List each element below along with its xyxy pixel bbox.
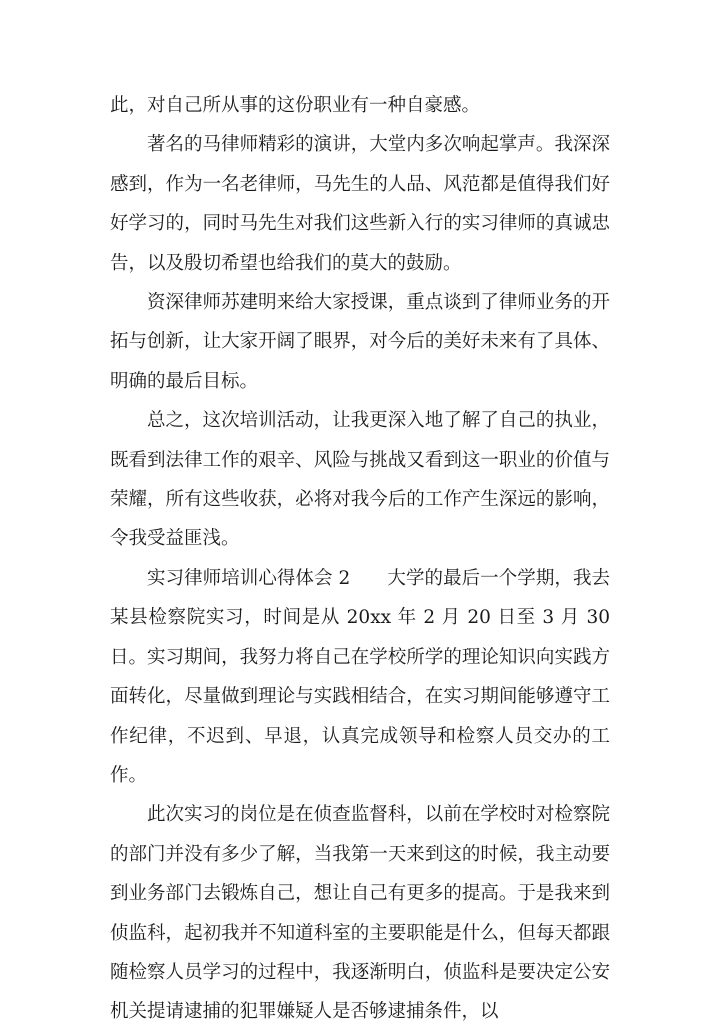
paragraph-lawyer-ma-speech: 著名的马律师精彩的演讲，大堂内多次响起掌声。我深深感到，作为一名老律师，马先生的人品、风范都是值得我们好好学习的，同时马先生对我们这些新入行的实习律师的真诚忠告，以及殷切希望也给我们的莫大的鼓励。	[110, 134, 610, 274]
paragraph-lawyer-su-lecture: 资深律师苏建明来给大家授课，重点谈到了律师业务的开拓与创新，让大家开阔了眼界，对今后的美好未来有了具体、明确的最后目标。	[110, 292, 610, 392]
paragraph-article-2-intro: 实习律师培训心得体会 2 大学的最后一个学期，我去某县检察院实习，时间是从 20xx 年 2 月 20 日至 3 月 30 日。实习期间，我努力将自己在学校所学的理论知识向实践方面转化，尽量做到理论与实践相结合，在实习期间能够遵守工作纪律，不迟到、早退，认真完成领导和检察人员交办的工作。	[110, 567, 610, 786]
paragraph-internship-position: 此次实习的岗位是在侦查监督科，以前在学校时对检察院的部门并没有多少了解，当我第一天来到这的时候，我主动要到业务部门去锻炼自己，想让自己有更多的提高。于是我来到侦监科，起初我并不知道科室的主要职能是什么，但每天都跟随检察人员学习的过程中，我逐渐明白，侦监科是要决定公安机关提请逮捕的犯罪嫌疑人是否够逮捕条件，以	[110, 804, 610, 1023]
document-body	[110, 86, 610, 1032]
paragraph-continuation: 此，对自己所从事的这份职业有一种自豪感。	[110, 95, 481, 116]
paragraph-summary: 总之，这次培训活动，让我更深入地了解了自己的执业，既看到法律工作的艰辛、风险与挑战又看到这一职业的价值与荣耀，所有这些收获，必将对我今后的工作产生深远的影响，令我受益匪浅。	[110, 410, 610, 550]
